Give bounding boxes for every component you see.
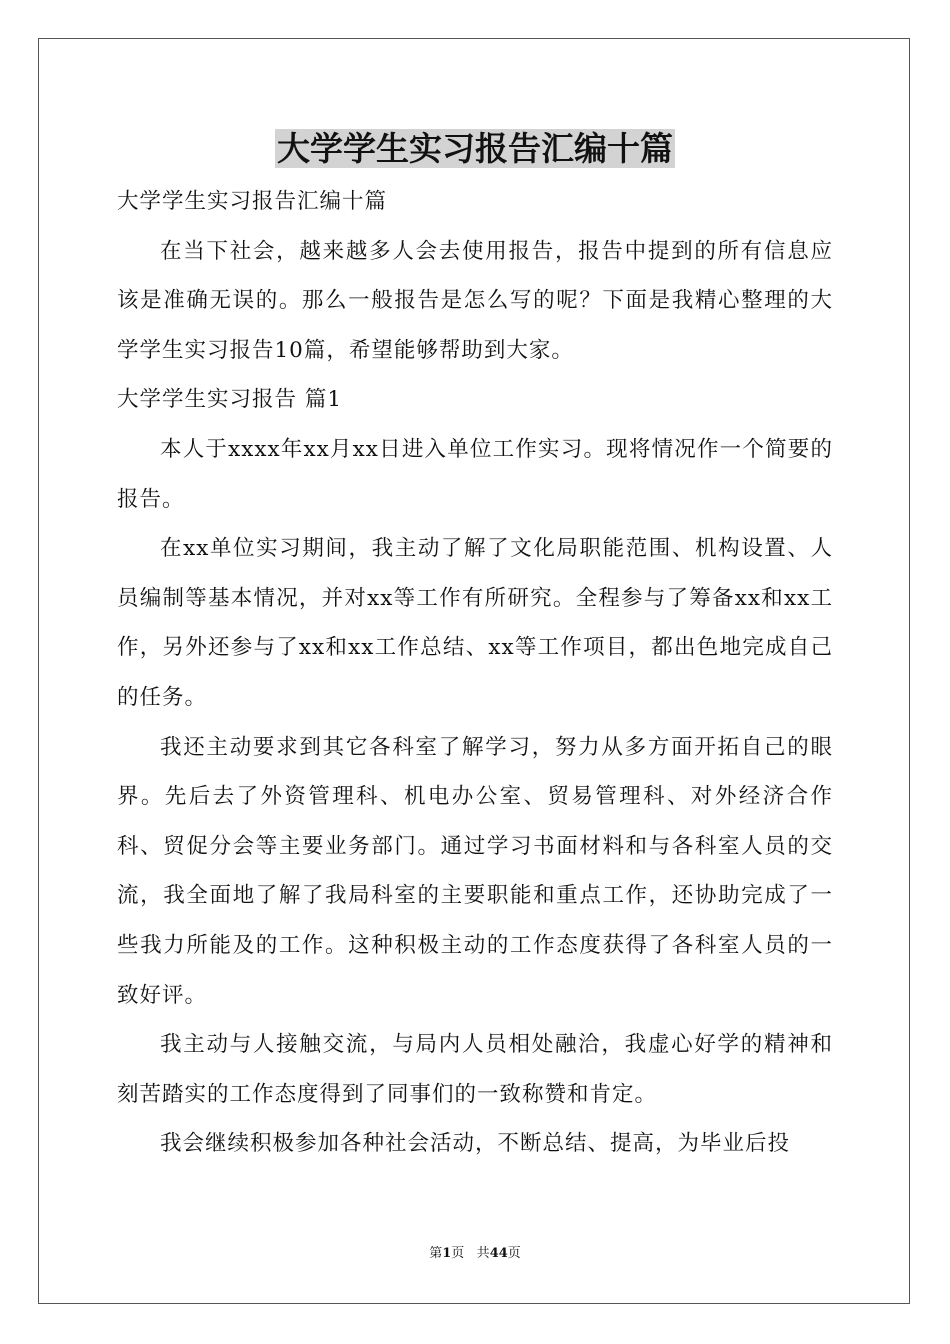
page-footer xyxy=(0,1244,950,1264)
footer-page-word: 页 xyxy=(451,1246,465,1261)
paragraph: 在xx单位实习期间，我主动了解了文化局职能范围、机构设置、人员编制等基本情况，并对xx等工作有所研究。全程参与了筹备xx和xx工作，另外还参与了xx和xx工作总结、xx等工作项目，都出色地完成自己的任务。 xyxy=(117,536,833,710)
document-title-text: 大学学生实习报告汇编十篇 xyxy=(277,129,673,168)
footer-current-page: 1 xyxy=(442,1246,452,1261)
document-body xyxy=(117,177,833,1169)
paragraph: 大学学生实习报告 篇1 xyxy=(117,387,343,413)
paragraph: 在当下社会，越来越多人会去使用报告，报告中提到的所有信息应该是准确无误的。那么一般报告是怎么写的呢？下面是我精心整理的大学学生实习报告10篇，希望能够帮助到大家。 xyxy=(117,238,833,363)
paragraph: 我还主动要求到其它各科室了解学习，努力从多方面开拓自己的眼界。先后去了外资管理科、机电办公室、贸易管理科、对外经济合作科、贸促分会等主要业务部门。通过学习书面材料和与各科室人员的交流，我全面地了解了我局科室的主要职能和重点工作，还协助完成了一些我力所能及的工作。这种积极主动的工作态度获得了各科室人员的一致好评。 xyxy=(117,734,833,1008)
footer-total-suffix: 页 xyxy=(507,1246,521,1261)
paragraph: 我主动与人接触交流，与局内人员相处融洽，我虚心好学的精神和刻苦踏实的工作态度得到了同事们的一致称赞和肯定。 xyxy=(117,1032,833,1107)
paragraph: 本人于xxxx年xx月xx日进入单位工作实习。现将情况作一个简要的报告。 xyxy=(117,436,833,512)
footer-total-prefix: 共 xyxy=(476,1246,490,1261)
document-title xyxy=(0,125,950,173)
footer-total-pages: 44 xyxy=(489,1246,508,1261)
paragraph: 大学学生实习报告汇编十篇 xyxy=(117,189,388,214)
footer-prefix: 第 xyxy=(429,1246,443,1261)
paragraph: 我会继续积极参加各种社会活动，不断总结、提高，为毕业后投 xyxy=(160,1131,791,1157)
